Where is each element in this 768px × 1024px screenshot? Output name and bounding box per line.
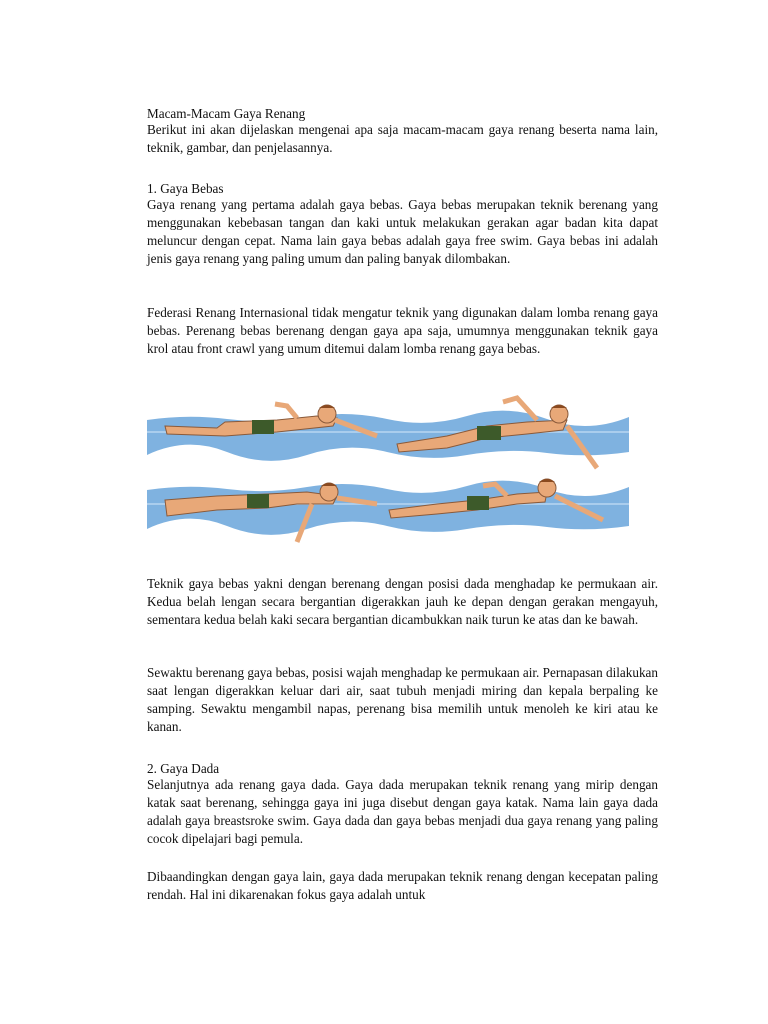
section-2-paragraph-2: [147, 868, 658, 904]
title-text: Macam-Macam Gaya Renang: [147, 106, 306, 121]
section-1-paragraph-1: [147, 196, 658, 268]
paragraph-text: Dibaandingkan dengan gaya lain, gaya dada merupakan teknik renang dengan kecepatan paling rendah. Hal ini dikarenakan fokus gaya adalah untuk: [147, 869, 658, 902]
paragraph-text: Selanjutnya ada renang gaya dada. Gaya dada merupakan teknik renang yang mirip dengan katak saat berenang, sehingga gaya ini juga disebut dengan gaya katak. Nama lain gaya dada adalah gaya breastsroke swim. Gaya dada dan gaya bebas menjadi dua gaya renang yang paling cocok dipelajari bagi pemula.: [147, 777, 658, 846]
section-1-paragraph-2: [147, 304, 658, 358]
intro-text: Berikut ini akan dijelaskan mengenai apa saja macam-macam gaya renang beserta nama lain, teknik, gambar, dan penjelasannya.: [147, 122, 658, 155]
paragraph-text: Federasi Renang Internasional tidak mengatur teknik yang digunakan dalam lomba renang gaya bebas. Perenang bebas berenang dengan gaya apa saja, umumnya menggunakan teknik gaya krol atau front crawl yang umum ditemui dalam lomba renang gaya bebas.: [147, 305, 658, 356]
freestyle-swimming-illustration: [147, 392, 629, 570]
section-1-paragraph-3: [147, 575, 658, 629]
paragraph-text: Teknik gaya bebas yakni dengan berenang dengan posisi dada menghadap ke permukaan air. Kedua belah lengan secara bergantian digerakkan jauh ke depan dengan gerakan mengayuh, sementara kedua belah kaki secara bergantian dicambukkan naik turun ke atas dan ke bawah.: [147, 576, 658, 627]
section-2-heading-text: 2. Gaya Dada: [147, 761, 220, 776]
paragraph-text: Sewaktu berenang gaya bebas, posisi wajah menghadap ke permukaan air. Pernapasan dilakukan saat lengan digerakkan keluar dari air, saat tubuh menjadi miring dan kepala berpaling ke samping. Sewaktu mengambil napas, perenang bisa memilih untuk menoleh ke kiri atau ke kanan.: [147, 665, 658, 734]
section-1-heading-text: 1. Gaya Bebas: [147, 181, 224, 196]
paragraph-text: Gaya renang yang pertama adalah gaya bebas. Gaya bebas merupakan teknik berenang yang menggunakan kebebasan tangan dan kaki untuk melakukan gerakan agar badan kita dapat meluncur dengan cepat. Nama lain gaya bebas adalah gaya free swim. Gaya bebas ini adalah jenis gaya renang yang paling umum dan paling banyak dilombakan.: [147, 197, 658, 266]
section-2-paragraph-1: [147, 776, 658, 848]
section-1-paragraph-4: [147, 664, 658, 736]
intro-paragraph: [147, 121, 658, 157]
